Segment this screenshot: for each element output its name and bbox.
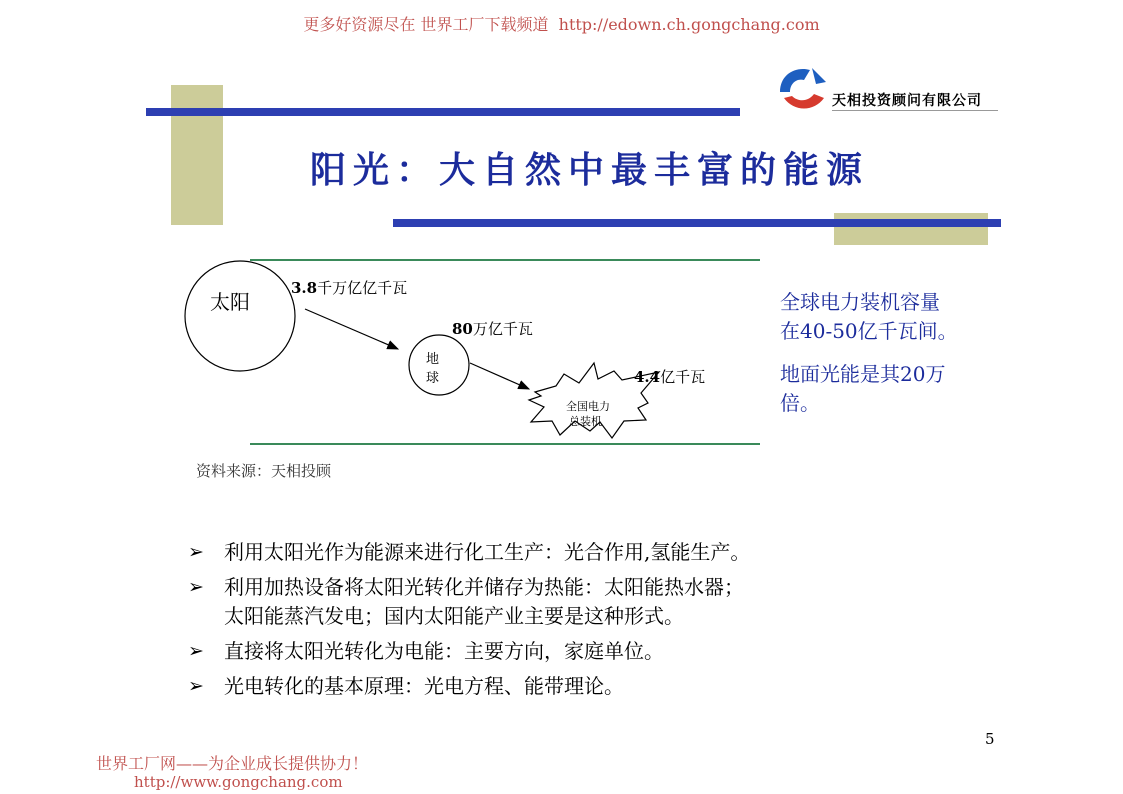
list-item	[188, 637, 908, 666]
list-item	[188, 538, 908, 567]
info-p1-line2: 在40-50亿千瓦间。	[780, 319, 958, 343]
bullet-text: 利用加热设备将太阳光转化并储存为热能：太阳能热水器；	[224, 575, 744, 599]
page-title: 阳光：大自然中最丰富的能源	[310, 149, 870, 191]
info-p2-line1: 地面光能是其20万	[780, 362, 946, 386]
arrow-bullet-icon: ➢	[188, 576, 204, 598]
title-bar-bottom	[393, 219, 1001, 227]
sun-power-label: 3.8千万亿亿千瓦	[291, 279, 408, 297]
company-logo-text: 天相投资顾问有限公司	[832, 93, 982, 109]
grid-label-2: 总装机	[569, 415, 602, 428]
earth-label-1: 地	[426, 352, 440, 367]
grid-label-1: 全国电力	[566, 400, 610, 413]
arrow-bullet-icon: ➢	[188, 675, 204, 697]
bullet-text: 光电转化的基本原理：光电方程、能带理论。	[224, 674, 624, 698]
footer-link[interactable]: http://www.gongchang.com	[134, 773, 343, 791]
earth-label-2: 球	[426, 371, 440, 386]
decorative-rect-right	[834, 213, 988, 245]
top-banner-link[interactable]: 更多好资源尽在 世界工厂下载频道 http://edown.ch.gongchang.com	[303, 15, 820, 34]
bullet-list	[188, 538, 908, 707]
list-item	[188, 573, 908, 631]
info-paragraph-1	[780, 288, 958, 346]
bullet-text: 利用太阳光作为能源来进行化工生产：光合作用,氢能生产。	[224, 540, 751, 564]
energy-flow-diagram	[180, 255, 780, 455]
list-item	[188, 672, 908, 701]
title-bar-top	[146, 108, 740, 116]
logo-underline	[832, 110, 998, 111]
company-logo-icon	[774, 62, 830, 114]
info-paragraph-2	[780, 360, 945, 418]
data-source-note: 资料来源：天相投顾	[196, 462, 332, 480]
earth-power-label: 80万亿千瓦	[452, 320, 533, 338]
sun-label: 太阳	[210, 290, 250, 314]
info-p1-line1: 全球电力装机容量	[780, 290, 940, 314]
info-p2-line2: 倍。	[780, 391, 820, 415]
sun-circle	[185, 261, 295, 371]
grid-power-label: 4.4亿千瓦	[634, 368, 706, 386]
bullet-text: 直接将太阳光转化为电能：主要方向，家庭单位。	[224, 639, 664, 663]
arrow-bullet-icon: ➢	[188, 640, 204, 662]
decorative-rect-left	[171, 85, 223, 225]
earth-to-grid-arrow	[470, 363, 529, 389]
bullet-text-continuation: 太阳能蒸汽发电；国内太阳能产业主要是这种形式。	[224, 604, 684, 628]
sun-to-earth-arrow	[305, 309, 398, 349]
footer-slogan: 世界工厂网——为企业成长提供协力！	[96, 754, 369, 773]
page-number: 5	[985, 730, 995, 748]
arrow-bullet-icon: ➢	[188, 541, 204, 563]
